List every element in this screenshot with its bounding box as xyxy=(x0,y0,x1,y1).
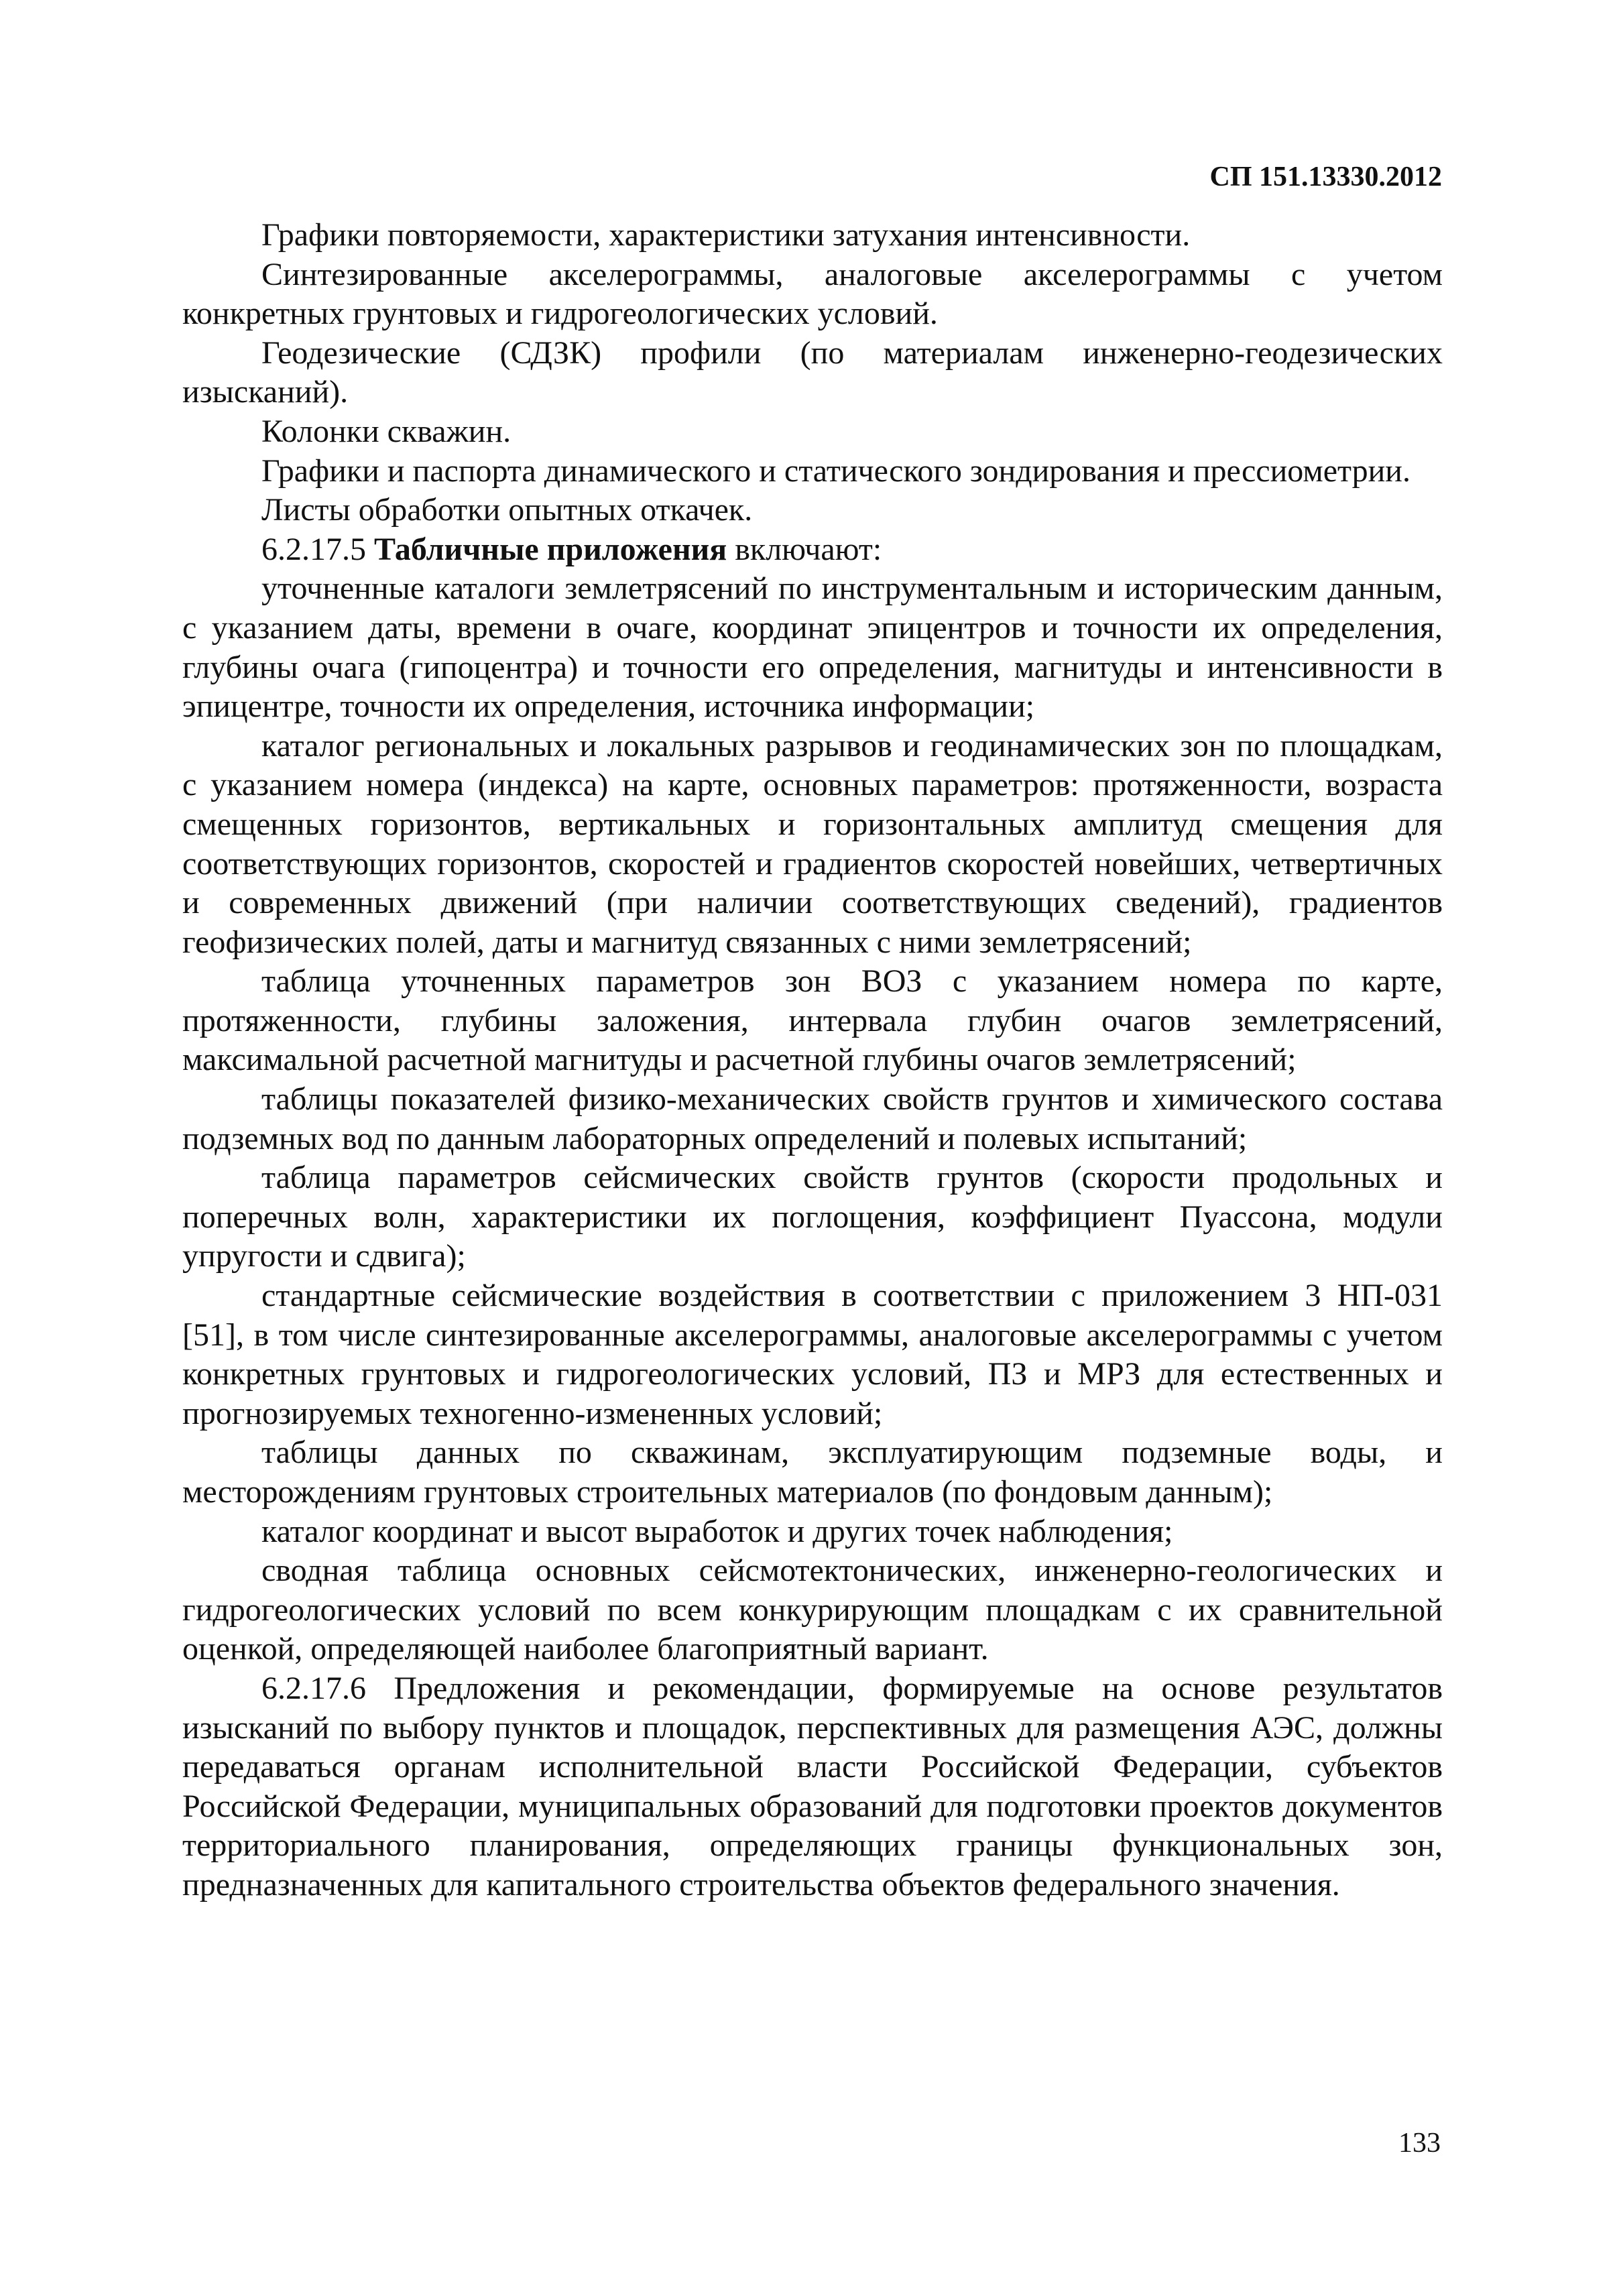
list-item: таблицы данных по скважинам, эксплуатирующим подземные воды, и месторождениям грунтовых строительных материалов (по фондовым данным); xyxy=(182,1435,1443,1510)
section-text: Предложения и рекомендации, формируемые на основе результатов изысканий по выбору пунктов и площадок, перспективных для размещения АЭС, должны передаваться органам исполнительной власти Российской Федерации, субъектов Российской Федерации, муниципальных образований для подготовки проектов документов территориального планирования, определяющих границы функциональных зон, предназначенных для капитального строительства объектов федерального значения. xyxy=(182,1670,1443,1902)
paragraph: Графики и паспорта динамического и статического зондирования и прессиометрии. xyxy=(261,452,1410,489)
paragraph: Геодезические (СДЗК) профили (по материалам инженерно-геодезических изысканий). xyxy=(182,335,1443,410)
section-number: 6.2.17.6 xyxy=(261,1670,366,1706)
list-item: таблица уточненных параметров зон ВОЗ с указанием номера по карте, протяженности, глубины заложения, интервала глубин очагов землетрясений, максимальной расчетной магнитуды и расчетной глубины очагов землетрясений; xyxy=(182,963,1443,1078)
section-number: 6.2.17.5 xyxy=(261,531,366,567)
page-number: 133 xyxy=(1398,2128,1441,2159)
list-item: сводная таблица основных сейсмотектонических, инженерно-геологических и гидрогеологических условий по всем конкурирующим площадкам с их сравнительной оценкой, определяющей наиболее благоприятный вариант. xyxy=(182,1553,1443,1667)
section-title: Табличные приложения xyxy=(374,531,727,567)
list-item: стандартные сейсмические воздействия в соответствии с приложением 3 НП-031 [51], в том числе синтезированные акселерограммы, аналоговые акселерограммы с учетом конкретных грунтовых и гидрогеологических условий, ПЗ и МРЗ для естественных и прогнозируемых техногенно-измененных условий; xyxy=(182,1278,1443,1431)
list-item: таблица параметров сейсмических свойств грунтов (скорости продольных и поперечных волн, характеристики их поглощения, коэффициент Пуассона, модули упругости и сдвига); xyxy=(182,1160,1443,1274)
paragraph: Колонки скважин. xyxy=(261,413,512,449)
list-item: уточненные каталоги землетрясений по инструментальным и историческим данным, с указанием даты, времени в очаге, координат эпицентров и точности их определения, глубины очага (гипоцентра) и точности его определения, магнитуды и интенсивности в эпицентре, точности их определения, источника информации; xyxy=(182,570,1443,725)
list-item: каталог координат и высот выработок и других точек наблюдения; xyxy=(261,1513,1173,1549)
list-item: таблицы показателей физико-механических свойств грунтов и химического состава подземных вод по данным лабораторных определений и полевых испытаний; xyxy=(182,1081,1443,1156)
list-item: каталог региональных и локальных разрывов и геодинамических зон по площадкам, с указанием номера (индекса) на карте, основных параметров: протяженности, возраста смещенных горизонтов, вертикальных и горизонтальных амплитуд смещения для соответствующих горизонтов, скоростей и градиентов скоростей новейших, четвертичных и современных движений (при наличии соответствующих сведений), градиентов геофизических полей, даты и магнитуд связанных с ними землетрясений; xyxy=(182,727,1443,960)
section-6-2-17-5-heading xyxy=(182,530,1443,570)
paragraph: Синтезированные акселерограммы, аналоговые акселерограммы с учетом конкретных грунтовых и гидрогеологических условий. xyxy=(182,256,1443,332)
page-body xyxy=(182,216,1443,1905)
paragraph: Графики повторяемости, характеристики затухания интенсивности. xyxy=(261,217,1191,253)
section-tail: включают: xyxy=(735,531,882,567)
paragraph: Листы обработки опытных откачек. xyxy=(261,492,753,528)
section-6-2-17-6 xyxy=(182,1669,1443,1905)
document-code: СП 151.13330.2012 xyxy=(1209,162,1442,192)
